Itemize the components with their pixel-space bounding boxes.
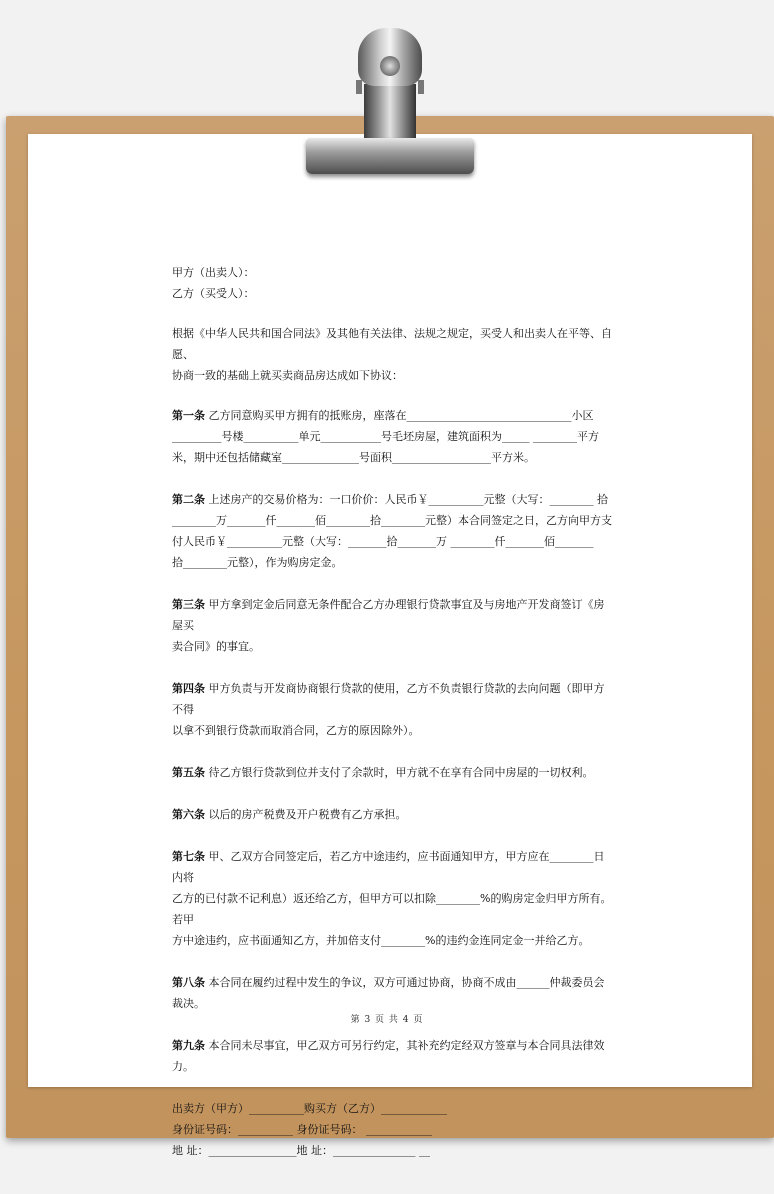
article-title: 第八条: [172, 976, 205, 989]
binder-clip-icon: [300, 28, 480, 178]
article-title: 第一条: [172, 409, 205, 422]
article-text: 以后的房产税费及开户税费有乙方承担。: [208, 808, 407, 821]
article-title: 第六条: [172, 808, 205, 821]
article-4: [172, 678, 612, 741]
article-title: 第三条: [172, 598, 205, 611]
page-number: 第 3 页 共 4 页: [350, 1015, 424, 1025]
signature-line: 地 址：________________地 址：_______________ __: [172, 1144, 430, 1157]
article-8: [172, 972, 612, 1014]
article-text: 乙方同意购买甲方拥有的抵账房，座落在______________________________小区: [208, 409, 594, 422]
article-2: [172, 489, 612, 573]
article-title: 第七条: [172, 850, 205, 863]
article-text: 卖合同》的事宜。: [172, 640, 260, 653]
article-text: 拾________元整），作为购房定金。: [172, 556, 343, 569]
article-text: 本合同在履约过程中发生的争议，双方可通过协商，协商不成由______仲裁委员会裁决。: [172, 976, 605, 1010]
article-text: 甲方负责与开发商协商银行贷款的使用，乙方不负责银行贷款的去向问题（即甲方不得: [172, 682, 605, 716]
article-text: ________万_______仟_______佰________拾________元整）本合同签定之日，乙方向甲方支: [172, 514, 612, 527]
article-title: 第四条: [172, 682, 205, 695]
article-7: [172, 846, 612, 951]
article-text: 付人民币￥__________元整（大写：_______拾_______万 ________仟_______佰_______: [172, 535, 594, 548]
article-title: 第九条: [172, 1039, 205, 1052]
article-1: [172, 405, 612, 468]
preamble-line: 协商一致的基础上就买卖商品房达成如下协议：: [172, 369, 403, 382]
signature-line: 身份证号码：__________ 身份证号码： ____________: [172, 1123, 432, 1136]
article-5: [172, 762, 612, 783]
preamble-line: 根据《中华人民共和国合同法》及其他有关法律、法规之规定，买受人和出卖人在平等、自愿、: [172, 327, 612, 361]
article-text: 甲方拿到定金后同意无条件配合乙方办理银行贷款事宜及与房地产开发商签订《房屋买: [172, 598, 605, 632]
article-3: [172, 594, 612, 657]
article-text: 方中途违约，应书面通知乙方，并加倍支付________%的违约金连同定金一并给乙方。: [172, 934, 590, 947]
article-title: 第二条: [172, 493, 205, 506]
article-text: 以拿不到银行贷款而取消合同，乙方的原因除外）。: [172, 724, 420, 737]
signature-block: [172, 1098, 612, 1161]
article-text: 米，期中还包括储藏室______________号面积__________________平方米。: [172, 451, 535, 464]
party-a-line: 甲方（出卖人）：: [172, 266, 255, 279]
signature-line: 出卖方（甲方）__________购买方（乙方）____________: [172, 1102, 447, 1115]
article-text: 待乙方银行贷款到位并支付了余款时，甲方就不在享有合同中房屋的一切权利。: [208, 766, 594, 779]
article-text: 甲、乙双方合同签定后，若乙方中途违约，应书面通知甲方，甲方应在________日内将: [172, 850, 605, 884]
article-text: 上述房产的交易价格为：一口价价：人民币￥__________元整（大写：________ 拾: [208, 493, 608, 506]
article-text: 本合同未尽事宜，甲乙双方可另行约定，其补充约定经双方签章与本合同具法律效力。: [172, 1039, 605, 1073]
article-title: 第五条: [172, 766, 205, 779]
party-b-line: 乙方（买受人）：: [172, 287, 255, 300]
article-text: _________号楼__________单元___________号毛坯房屋，建筑面积为_____ ________平方: [172, 430, 599, 443]
article-9: [172, 1035, 612, 1077]
contract-body: [172, 262, 612, 1161]
article-text: 乙方的已付款不记利息）返还给乙方，但甲方可以扣除________%的购房定金归甲方所有。若甲: [172, 892, 612, 926]
article-6: [172, 804, 612, 825]
